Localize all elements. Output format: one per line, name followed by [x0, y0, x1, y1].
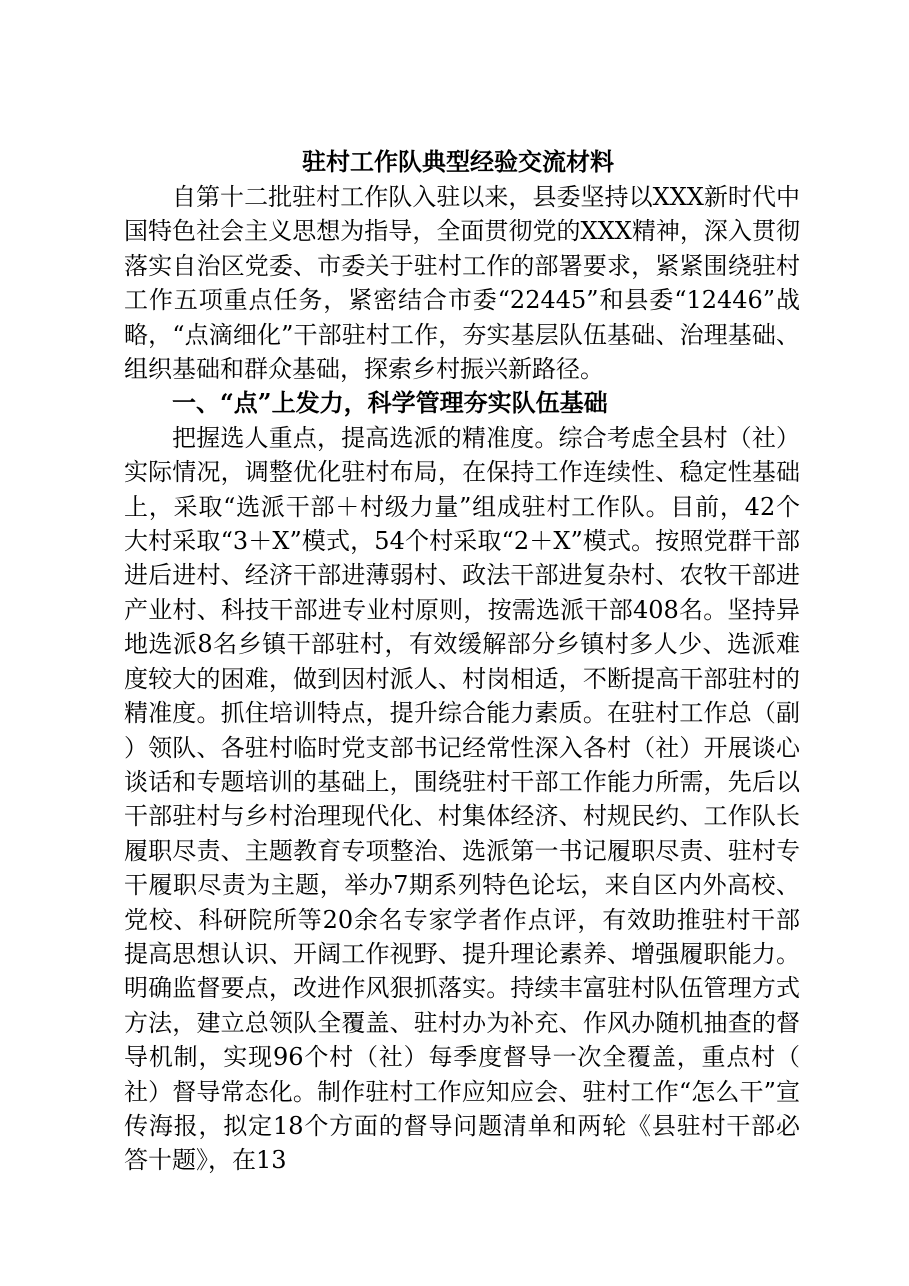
- section-heading: 一、“点”上发力，科学管理夯实队伍基础: [172, 388, 608, 418]
- document-title: 驻村工作队典型经验交流材料: [302, 147, 614, 176]
- document-page: [124, 144, 800, 1178]
- intro-paragraph: 自第十二批驻村工作队入驻以来，县委坚持以XXX新时代中国特色社会主义思想为指导，全面贯彻党的XXX精神，深入贯彻落实自治区党委、市委关于驻村工作的部署要求，紧紧围绕驻村工作五项重点任务，紧密结合市委“22445”和县委“12446”战略，“点滴细化”干部驻村工作，夯实基层队伍基础、治理基础、组织基础和群众基础，探索乡村振兴新路径。: [124, 183, 800, 384]
- section-body-paragraph: 把握选人重点，提高选派的精准度。综合考虑全县村（社）实际情况，调整优化驻村布局，在保持工作连续性、稳定性基础上，采取“选派干部＋村级力量”组成驻村工作队。目前，42个大村采取“3＋X”模式，54个村采取“2＋X”模式。按照党群干部进后进村、经济干部进薄弱村、政法干部进复杂村、农牧干部进产业村、科技干部进专业村原则，按需选派干部408名。坚持异地选派8名乡镇干部驻村，有效缓解部分乡镇村多人少、选派难度较大的困难，做到因村派人、村岗相适，不断提高干部驻村的精准度。抓住培训特点，提升综合能力素质。在驻村工作总（副）领队、各驻村临时党支部书记经常性深入各村（社）开展谈心谈话和专题培训的基础上，围绕驻村干部工作能力所需，先后以干部驻村与乡村治理现代化、村集体经济、村规民约、工作队长履职尽责、主题教育专项整治、选派第一书记履职尽责、驻村专干履职尽责为主题，举办7期系列特色论坛，来自区内外高校、党校、科研院所等20余名专家学者作点评，有效助推驻村干部提高思想认识、开阔工作视野、提升理论素养、增强履职能力。明确监督要点，改进作风狠抓落实。持续丰富驻村队伍管理方式方法，建立总领队全覆盖、驻村办为补充、作风办随机抽查的督导机制，实现96个村（社）每季度督导一次全覆盖，重点村（社）督导常态化。制作驻村工作应知应会、驻村工作“怎么干”宣传海报，拟定18个方面的督导问题清单和两轮《县驻村干部必答十题》，在13: [124, 423, 800, 1175]
